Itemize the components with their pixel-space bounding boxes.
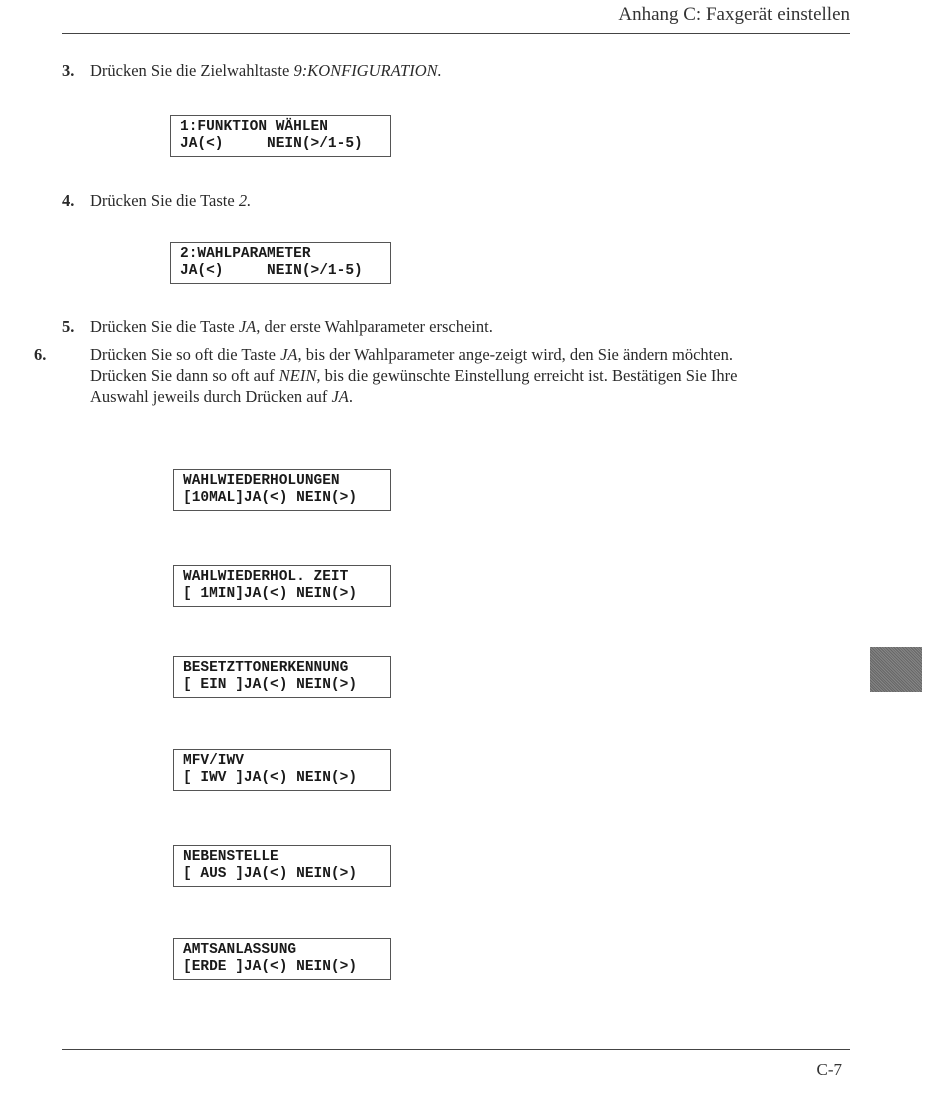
key-name-nein: NEIN bbox=[278, 366, 317, 385]
lcd-line-1: 1:FUNKTION WÄHLEN bbox=[180, 119, 328, 135]
lcd-line-2: [10MAL]JA(<) NEIN(>) bbox=[183, 490, 358, 506]
footer-rule bbox=[62, 1049, 850, 1050]
step-number: 3. bbox=[62, 61, 75, 80]
step-number: 4. bbox=[62, 191, 75, 210]
lcd-display-nebenstelle bbox=[173, 845, 391, 887]
page-number: C-7 bbox=[816, 1060, 842, 1079]
step-text-3: , bis die gewünschte Einstellung erreicht ist. Bestätigen Sie Ihre Auswahl jeweils durch Drücken auf bbox=[90, 366, 738, 406]
key-name-ja: JA bbox=[331, 387, 349, 406]
step-4 bbox=[62, 190, 770, 211]
key-name: 2. bbox=[238, 191, 252, 210]
header-rule bbox=[62, 33, 850, 34]
step-text-2: , bis der Wahlparameter ange-zeigt wird, den Sie ändern möchten. Drücken Sie dann so oft auf bbox=[90, 345, 733, 385]
lcd-line-1: WAHLWIEDERHOL. ZEIT bbox=[183, 569, 349, 585]
lcd-display-besetzttonerkennung bbox=[173, 656, 391, 698]
lcd-line-1: MFV/IWV bbox=[183, 753, 244, 769]
lcd-line-2: [ 1MIN]JA(<) NEIN(>) bbox=[183, 586, 358, 602]
step-3 bbox=[62, 60, 770, 81]
step-text-4: . bbox=[348, 387, 353, 406]
step-text-1: Drücken Sie so oft die Taste bbox=[90, 345, 281, 364]
chapter-thumb-tab bbox=[870, 647, 922, 692]
step-6 bbox=[34, 344, 780, 407]
lcd-line-2: [ AUS ]JA(<) NEIN(>) bbox=[183, 866, 358, 882]
step-text-suffix: , der erste Wahlparameter erscheint. bbox=[256, 317, 493, 336]
lcd-display-wahlwiederholungen bbox=[173, 469, 391, 511]
lcd-line-2: [ IWV ]JA(<) NEIN(>) bbox=[183, 770, 358, 786]
key-name: 9:KONFIGURATION. bbox=[293, 61, 442, 80]
lcd-line-2: JA(<) NEIN(>/1-5) bbox=[180, 136, 363, 152]
lcd-display-amtsanlassung bbox=[173, 938, 391, 980]
step-number: 6. bbox=[34, 345, 47, 364]
lcd-line-1: WAHLWIEDERHOLUNGEN bbox=[183, 473, 340, 489]
lcd-line-1: AMTSANLASSUNG bbox=[183, 942, 297, 958]
lcd-display-mfv-iwv bbox=[173, 749, 391, 791]
lcd-line-1: BESETZTTONERKENNUNG bbox=[183, 660, 349, 676]
step-text: Drücken Sie die Zielwahltaste bbox=[90, 61, 294, 80]
step-5 bbox=[62, 316, 770, 337]
key-name: JA bbox=[238, 317, 257, 336]
lcd-display-wahlparameter bbox=[170, 242, 391, 284]
lcd-display-funktion-waehlen bbox=[170, 115, 391, 157]
step-text: Drücken Sie die Taste bbox=[90, 191, 239, 210]
lcd-line-2: [ EIN ]JA(<) NEIN(>) bbox=[183, 677, 358, 693]
step-number: 5. bbox=[62, 317, 75, 336]
step-text: Drücken Sie die Taste bbox=[90, 317, 239, 336]
lcd-line-1: NEBENSTELLE bbox=[183, 849, 279, 865]
lcd-line-2: JA(<) NEIN(>/1-5) bbox=[180, 263, 363, 279]
page-header-title: Anhang C: Faxgerät einstellen bbox=[618, 4, 850, 25]
lcd-display-wahlwiederhol-zeit bbox=[173, 565, 391, 607]
lcd-line-2: [ERDE ]JA(<) NEIN(>) bbox=[183, 959, 358, 975]
key-name-ja: JA bbox=[280, 345, 298, 364]
lcd-line-1: 2:WAHLPARAMETER bbox=[180, 246, 311, 262]
